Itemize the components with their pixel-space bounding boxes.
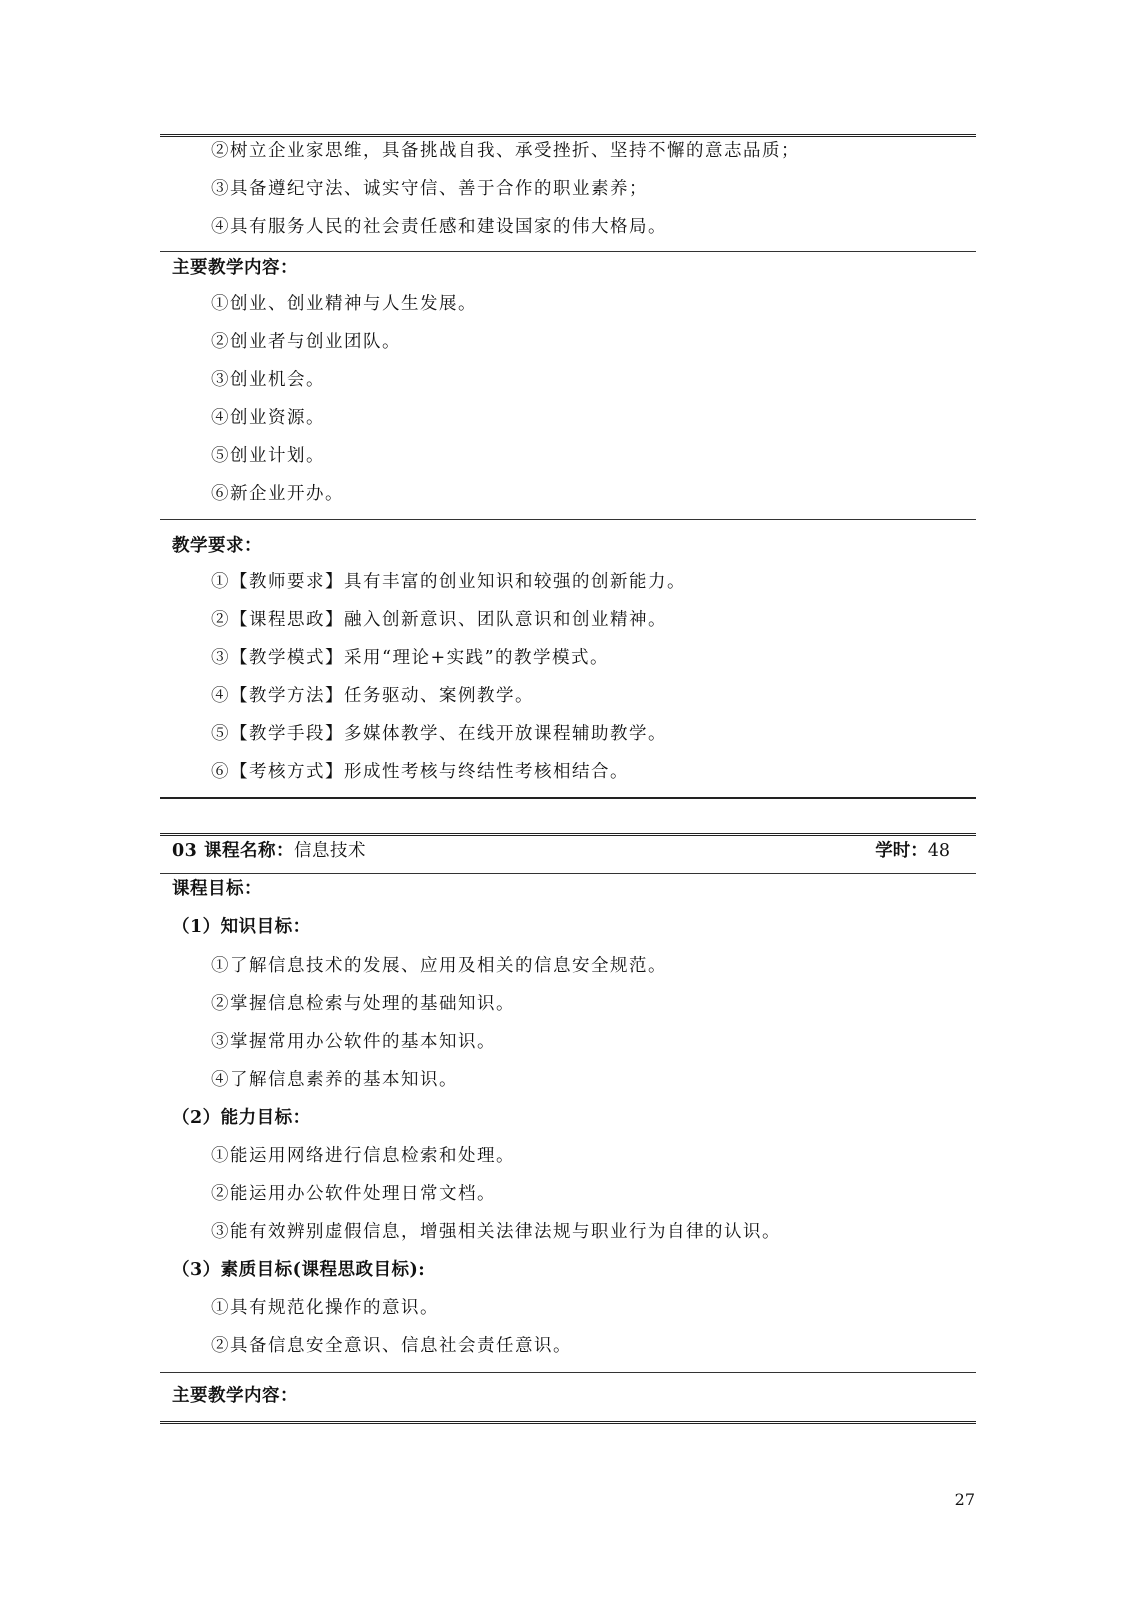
requirement-item: ①【教师要求】具有丰富的创业知识和较强的创新能力。 — [211, 572, 686, 592]
course-content-heading: 主要教学内容： — [172, 1386, 298, 1406]
course-number-label: 03 课程名称： — [172, 841, 294, 861]
divider — [160, 1372, 976, 1373]
ability-item: ①能运用网络进行信息检索和处理。 — [211, 1146, 515, 1166]
knowledge-item: ③掌握常用办公软件的基本知识。 — [211, 1032, 496, 1052]
content-item: ②创业者与创业团队。 — [211, 332, 401, 352]
top-rule — [160, 134, 976, 137]
divider — [160, 873, 976, 874]
content-item: ⑤创业计划。 — [211, 446, 325, 466]
content-item: ③创业机会。 — [211, 370, 325, 390]
course-top-rule — [160, 833, 976, 836]
quality-heading: （3）素质目标(课程思政目标): — [172, 1260, 426, 1280]
requirement-item: ③【教学模式】采用“理论+实践”的教学模式。 — [211, 648, 610, 668]
requirements-heading: 教学要求： — [172, 536, 262, 556]
course-title-row — [172, 840, 366, 862]
content-item: ④创业资源。 — [211, 408, 325, 428]
knowledge-item: ④了解信息素养的基本知识。 — [211, 1070, 458, 1090]
quality-item: ①具有规范化操作的意识。 — [211, 1298, 439, 1318]
divider — [160, 519, 976, 520]
knowledge-heading: （1）知识目标： — [172, 917, 311, 937]
ability-item: ②能运用办公软件处理日常文档。 — [211, 1184, 496, 1204]
content-item: ①创业、创业精神与人生发展。 — [211, 294, 477, 314]
knowledge-item: ①了解信息技术的发展、应用及相关的信息安全规范。 — [211, 956, 667, 976]
divider — [160, 251, 976, 252]
course-name: 信息技术 — [293, 841, 366, 861]
content-heading: 主要教学内容： — [172, 258, 298, 278]
hours-label: 学时： — [875, 841, 928, 861]
bottom-rule — [160, 1421, 976, 1424]
section-end-rule — [160, 797, 976, 799]
requirement-item: ⑥【考核方式】形成性考核与终结性考核相结合。 — [211, 762, 629, 782]
page-number: 27 — [954, 1490, 975, 1509]
goals-heading: 课程目标： — [172, 879, 262, 899]
quality-item-4: ④具有服务人民的社会责任感和建设国家的伟大格局。 — [211, 217, 667, 237]
requirement-item: ②【课程思政】融入创新意识、团队意识和创业精神。 — [211, 610, 667, 630]
requirement-item: ⑤【教学手段】多媒体教学、在线开放课程辅助教学。 — [211, 724, 667, 744]
ability-item: ③能有效辨别虚假信息，增强相关法律法规与职业行为自律的认识。 — [211, 1222, 781, 1242]
knowledge-item: ②掌握信息检索与处理的基础知识。 — [211, 994, 515, 1014]
requirement-item: ④【教学方法】任务驱动、案例教学。 — [211, 686, 534, 706]
course-hours — [875, 840, 950, 862]
content-item: ⑥新企业开办。 — [211, 484, 344, 504]
quality-item-2: ②树立企业家思维，具备挑战自我、承受挫折、坚持不懈的意志品质； — [211, 141, 800, 161]
quality-item: ②具备信息安全意识、信息社会责任意识。 — [211, 1336, 572, 1356]
hours-value: 48 — [927, 841, 950, 861]
ability-heading: （2）能力目标： — [172, 1108, 311, 1128]
quality-item-3: ③具备遵纪守法、诚实守信、善于合作的职业素养； — [211, 179, 648, 199]
